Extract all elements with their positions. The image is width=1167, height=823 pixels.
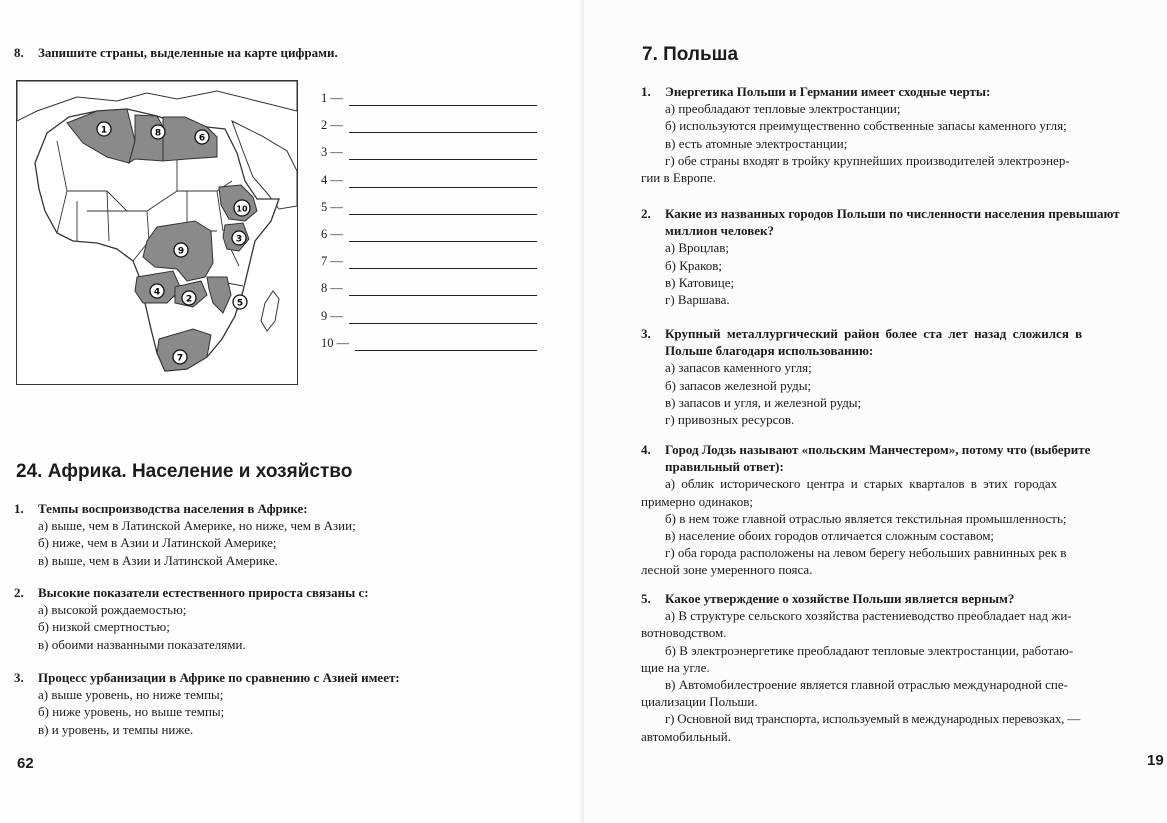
answer-line-2[interactable]: 2 — bbox=[321, 117, 537, 133]
page-number-right: 19 bbox=[1147, 752, 1164, 769]
option[interactable]: а) высокой рождаемостью; bbox=[38, 602, 187, 618]
map-marker-6-label: 6 bbox=[198, 133, 206, 144]
option[interactable]: б) запасов железной руды; bbox=[665, 377, 812, 393]
option[interactable]: а) выше уровень, но ниже темпы; bbox=[38, 687, 224, 703]
option[interactable]: г) привозных ресурсов. bbox=[665, 412, 795, 428]
africa-map-svg bbox=[17, 81, 297, 384]
option[interactable]: а) В структуре сельского хозяйства растениеводство преобладает над жи- bbox=[665, 608, 1072, 624]
right-question-5: 5. Какое утверждение о хозяйстве Польши является верным? а) В структуре сельского хозяйства растениеводство преобладает над жи- вотноводством. б) В электроэнергетике преобладают тепловые электростанции, работаю- щие на угле. в) Автомобилестроение является главной отраслью международной спе- циализации Польши. г) Основной вид транспорта, используемый в международных перевозках, — автомобильный. bbox=[641, 590, 1167, 745]
map-marker-1-label: 1 bbox=[100, 125, 108, 136]
section-title-24: 24. Африка. Население и хозяйство bbox=[16, 461, 353, 482]
option[interactable]: г) Варшава. bbox=[665, 292, 730, 308]
option-continued: автомобильный. bbox=[641, 728, 731, 744]
option[interactable]: в) и уровень, и темпы ниже. bbox=[38, 721, 194, 737]
option[interactable]: б) в нем тоже главной отраслью является текстильная промышленность; bbox=[665, 510, 1067, 526]
option[interactable]: а) преобладают тепловые электростанции; bbox=[665, 101, 901, 117]
map-marker-10-label: 10 bbox=[236, 204, 248, 214]
option[interactable]: г) Основной вид транспорта, используемый в международных перевозках, — bbox=[665, 711, 1081, 727]
answer-line-5[interactable]: 5 — bbox=[321, 199, 537, 215]
page-number-left: 62 bbox=[17, 755, 34, 772]
map-marker-6 bbox=[195, 130, 209, 144]
left-question-3: 3. Процесс урбанизации в Африке по сравнению с Азией имеет: а) выше уровень, но ниже темпы; б) ниже уровень, но выше темпы; в) и уровень, и темпы ниже. bbox=[14, 669, 464, 738]
option[interactable]: б) ниже, чем в Азии и Латинской Америке; bbox=[38, 535, 277, 551]
right-question-1: 1. Энергетика Польши и Германии имеет сходные черты: а) преобладают тепловые электростанции; б) используются преимущественно собственные запасы каменного угля; в) есть атомные электростанции; г) обе страны входят в тройку крупнейших производителей электроэнер- гии в Европе. bbox=[641, 83, 1167, 186]
answer-line-3[interactable]: 3 — bbox=[321, 144, 537, 160]
right-question-2: 2. Какие из названных городов Польши по численности населения превышают миллион человек? а) Вроцлав; б) Краков; в) Катовице; г) Варшава. bbox=[641, 205, 1167, 308]
map-marker-5-label: 5 bbox=[236, 298, 244, 309]
map-marker-1 bbox=[97, 122, 111, 136]
task-8-text: Запишите страны, выделенные на карте цифрами. bbox=[38, 45, 338, 60]
option[interactable]: в) запасов и угля, и железной руды; bbox=[665, 394, 862, 410]
option[interactable]: б) низкой смертностью; bbox=[38, 619, 170, 635]
option[interactable]: в) обоими названными показателями. bbox=[38, 636, 246, 652]
answer-line-6[interactable]: 6 — bbox=[321, 226, 537, 242]
task-8: 8. Запишите страны, выделенные на карте цифрами. bbox=[14, 45, 338, 60]
map-marker-4-label: 4 bbox=[153, 287, 161, 298]
option-continued: лесной зоне умеренного пояса. bbox=[641, 562, 813, 578]
option[interactable]: в) Автомобилестроение является главной отраслью международной спе- bbox=[665, 677, 1068, 693]
left-question-2: 2. Высокие показатели естественного прироста связаны с: а) высокой рождаемостью; б) низкой смертностью; в) обоими названными показателями. bbox=[14, 584, 454, 653]
answer-line-7[interactable]: 7 — bbox=[321, 253, 537, 269]
map-marker-9 bbox=[174, 243, 188, 257]
option[interactable]: в) есть атомные электростанции; bbox=[665, 135, 848, 151]
answer-line-1[interactable]: 1 — bbox=[321, 90, 537, 106]
left-question-1: 1. Темпы воспроизводства населения в Африке: а) выше, чем в Латинской Америке, но ниже, чем в Азии; б) ниже, чем в Азии и Латинской Америке; в) выше, чем в Азии и Латинской Америке. bbox=[14, 500, 454, 569]
section-title-7: 7. Польша bbox=[642, 44, 739, 65]
map-marker-7-label: 7 bbox=[176, 353, 184, 364]
map-marker-7 bbox=[173, 350, 187, 364]
answer-line-9[interactable]: 9 — bbox=[321, 308, 537, 324]
map-marker-10 bbox=[234, 200, 250, 216]
map-marker-5 bbox=[233, 295, 247, 309]
option-continued: вотноводством. bbox=[641, 625, 727, 641]
map-marker-3 bbox=[232, 231, 246, 245]
option[interactable]: в) население обоих городов отличается сложным составом; bbox=[665, 528, 995, 544]
option[interactable]: б) используются преимущественно собственные запасы каменного угля; bbox=[665, 118, 1067, 134]
option[interactable]: г) оба города расположены на левом берегу небольших равнинных рек в bbox=[665, 545, 1067, 561]
map-marker-2-label: 2 bbox=[185, 294, 193, 305]
option[interactable]: а) облик исторического центра и старых кварталов в этих городах bbox=[665, 476, 1058, 492]
map-marker-8-label: 8 bbox=[154, 128, 162, 139]
right-question-3: 3. Крупный металлургический район более ста лет назад сложился в Польше благодаря использованию: а) запасов каменного угля; б) запасов железной руды; в) запасов и угля, и железной руды; г) привозных ресурсов. bbox=[641, 325, 1167, 428]
option-continued: примерно одинаков; bbox=[641, 493, 753, 509]
option[interactable]: в) выше, чем в Азии и Латинской Америке. bbox=[38, 552, 278, 568]
option[interactable]: б) ниже уровень, но выше темпы; bbox=[38, 704, 225, 720]
africa-map bbox=[16, 80, 298, 385]
map-marker-2 bbox=[182, 291, 196, 305]
map-marker-9-label: 9 bbox=[177, 246, 185, 257]
option[interactable]: в) Катовице; bbox=[665, 274, 735, 290]
answer-line-8[interactable]: 8 — bbox=[321, 280, 537, 296]
option-continued: циализации Польши. bbox=[641, 694, 758, 710]
option[interactable]: б) В электроэнергетике преобладают тепловые электростанции, работаю- bbox=[665, 642, 1074, 658]
option[interactable]: б) Краков; bbox=[665, 257, 723, 273]
answer-line-10[interactable]: 10 — bbox=[321, 335, 537, 351]
option[interactable]: г) обе страны входят в тройку крупнейших производителей электроэнер- bbox=[665, 152, 1070, 168]
option[interactable]: а) выше, чем в Латинской Америке, но ниже, чем в Азии; bbox=[38, 518, 356, 534]
answer-line-4[interactable]: 4 — bbox=[321, 172, 537, 188]
right-question-4: 4. Город Лодзь называют «польским Манчестером», потому что (выберите правильный ответ): а) облик исторического центра и старых кварталов в этих городах примерно одинаков; б) в нем тоже главной отраслью является текстильная промышленность; в) население обоих городов отличается сложным составом; г) оба города расположены на левом берегу небольших равнинных рек в лесной зоне умеренного пояса. bbox=[641, 441, 1167, 579]
map-marker-4 bbox=[150, 284, 164, 298]
option[interactable]: а) Вроцлав; bbox=[665, 240, 729, 256]
option-continued: щие на угле. bbox=[641, 659, 710, 675]
right-page bbox=[584, 0, 1167, 823]
map-marker-3-label: 3 bbox=[235, 234, 243, 245]
option[interactable]: а) запасов каменного угля; bbox=[665, 360, 812, 376]
option-continued: гии в Европе. bbox=[641, 170, 716, 186]
map-marker-8 bbox=[151, 125, 165, 139]
